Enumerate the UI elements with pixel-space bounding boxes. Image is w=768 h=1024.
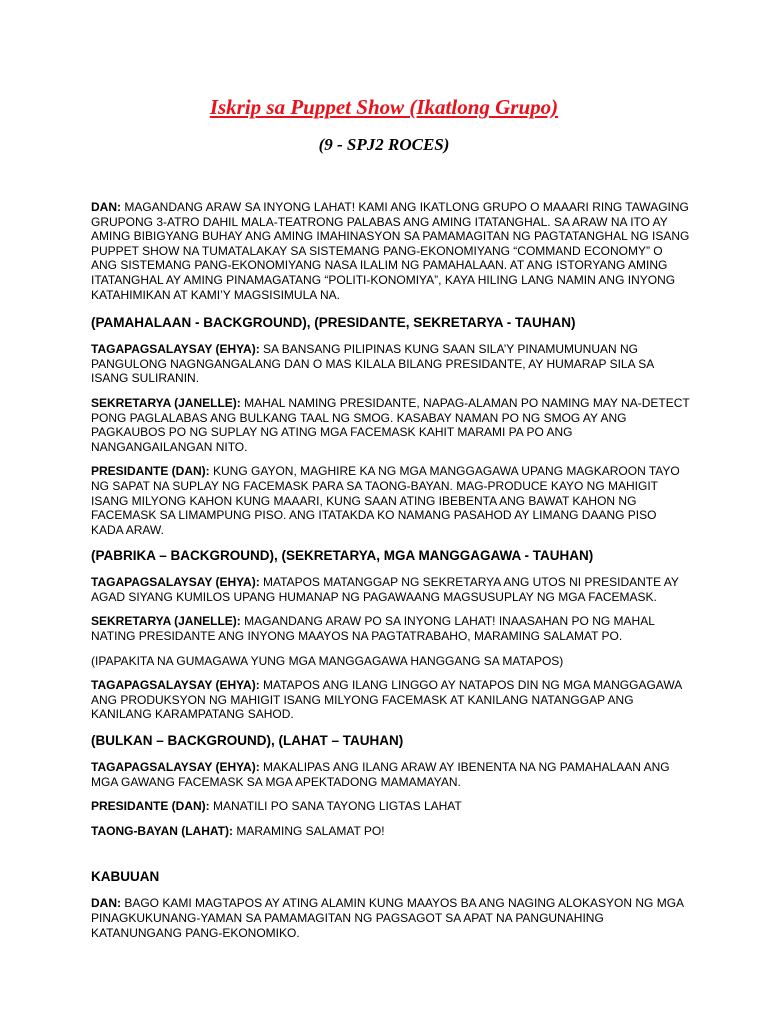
stage-direction-text: (IPAPAKITA NA GUMAGAWA YUNG MGA MANGGAGAWA HANGGANG SA MATAPOS) — [91, 653, 564, 668]
speaker-label: PRESIDANTE (DAN): — [91, 464, 210, 479]
dialogue-line — [91, 614, 691, 643]
speaker-label: DAN: — [91, 200, 121, 214]
dialogue-line — [91, 342, 691, 386]
summary-heading: KABUUAN — [91, 869, 160, 885]
scene-heading-3: (BULKAN – BACKGROUND), (LAHAT – TAUHAN) — [91, 733, 404, 749]
dialogue-line — [91, 464, 691, 537]
speaker-label: TAGAPAGSALAYSAY (EHYA): — [91, 678, 260, 693]
speaker-label: TAGAPAGSALAYSAY (EHYA): — [91, 575, 260, 590]
scene-heading-1: (PAMAHALAAN - BACKGROUND), (PRESIDANTE, SEKRETARYA - TAUHAN) — [91, 315, 576, 331]
dialogue-text: MAGANDANG ARAW PO SA INYONG LAHAT! INAASAHAN PO NG MAHAL NATING PRESIDANTE ANG INYONG MAAYOS NA PAGTATRABAHO, MARAMING SALAMAT PO. — [91, 614, 655, 644]
dialogue-line — [91, 396, 691, 454]
dialogue-text: MATAPOS ANG ILANG LINGGO AY NATAPOS DIN NG MGA MANGGAGAWA ANG PRODUKSYON NG MAHIGIT ISANG MILYONG FACEMASK AT KANILANG NATANGGAP ANG KANILANG KARAMPATANG SAHOD. — [91, 678, 682, 722]
dialogue-text: KUNG GAYON, MAGHIRE KA NG MGA MANGGAGAWA UPANG MAGKAROON TAYO NG SAPAT NA SUPLAY NG FACEMASK PARA SA TAONG-BAYAN. MAG-PRODUCE KAYO NG MAHIGIT ISANG MILYONG KAHON KUNG MAAARI, KUNG SAAN ATING IBEBENTA ANG BAWAT KAHON NG FACEMASK SA LIMAMPUNG PISO. ANG ITATAKDA KO NAMANG PASAHOD AY LIMANG DAANG PISO KADA ARAW. — [91, 464, 680, 537]
dialogue-line — [91, 575, 691, 604]
dialogue-text: BAGO KAMI MAGTAPOS AY ATING ALAMIN KUNG MAAYOS BA ANG NAGING ALOKASYON NG MGA PINAGKUKUNANG-YAMAN SA PAMAMAGITAN NG PAGSAGOT SA APAT NA PANGUNAHING KATANUNGANG PANG-EKONOMIKO. — [91, 896, 684, 940]
dialogue-text: MAKALIPAS ANG ILANG ARAW AY IBENENTA NA NG PAMAHALAAN ANG MGA GAWANG FACEMASK SA MGA APEKTADONG MAMAMAYAN. — [91, 760, 670, 789]
stage-direction — [91, 654, 691, 669]
scene-heading-2: (PABRIKA – BACKGROUND), (SEKRETARYA, MGA MANGGAGAWA - TAUHAN) — [91, 548, 594, 564]
document-subtitle: (9 - SPJ2 ROCES) — [318, 135, 450, 154]
section-spacer — [91, 848, 691, 868]
speaker-label: PRESIDANTE (DAN): — [91, 799, 210, 814]
speaker-label: TAGAPAGSALAYSAY (EHYA): — [91, 760, 260, 775]
document-title: Iskrip sa Puppet Show (Ikatlong Grupo) — [209, 95, 559, 119]
script-body — [91, 200, 691, 950]
summary-paragraph — [91, 896, 691, 940]
dialogue-text: MAHAL NAMING PRESIDANTE, NAPAG-ALAMAN PO NAMING MAY NA-DETECT PONG PAGLALABAS ANG BULKANG TAAL NG SMOG. KASABAY NAMAN PO NG SMOG AY ANG PAGKAUBOS PO NG SUPLAY NG ATING MGA FACEMASK KAHIT MARAMI PA PO ANG NANGANGAILANGAN NITO. — [91, 395, 690, 454]
dialogue-text: MATAPOS MATANGGAP NG SEKRETARYA ANG UTOS NI PRESIDANTE AY AGAD SIYANG KUMILOS UPANG HUMANAP NG PAGAWAANG MAGSUSUPLAY NG MGA FACEMASK. — [91, 575, 679, 604]
speaker-label: SEKRETARYA (JANELLE): — [91, 395, 241, 410]
dialogue-line — [91, 824, 691, 839]
speaker-label: TAONG-BAYAN (LAHAT): — [91, 823, 233, 838]
dialogue-line — [91, 760, 691, 789]
dialogue-text: MANATILI PO SANA TAYONG LIGTAS LAHAT — [209, 799, 462, 814]
dialogue-text: SA BANSANG PILIPINAS KUNG SAAN SILA’Y PINAMUMUNUAN NG PANGULONG NAGNGANGALANG DAN O MAS KILALA BILANG PRESIDANTE, AY HUMARAP SILA SA ISANG SULIRANIN. — [91, 342, 654, 386]
speaker-label: DAN: — [91, 896, 121, 911]
dialogue-line — [91, 799, 691, 814]
dialogue-line — [91, 678, 691, 722]
speaker-label: SEKRETARYA (JANELLE): — [91, 614, 241, 629]
dialogue-text: MAGANDANG ARAW SA INYONG LAHAT! KAMI ANG IKATLONG GRUPO O MAAARI RING TAWAGING GRUPONG 3-ATRO DAHIL MALA-TEATRONG PALABAS ANG AMING ITATANGHAL. SA ARAW NA ITO AY AMING BIBIGYANG BUHAY ANG AMING IMAHINASYON SA PAMAMAGITAN NG PAGTATANGHAL NG ISANG PUPPET SHOW NA TUMATALAKAY SA SISTEMANG PANG-EKONOMIYANG “COMMAND ECONOMY” O ANG SISTEMANG PANG-EKONOMIYANG NASA ILALIM NG PAMAHALAAN. AT ANG ISTORYANG AMING ITATANGHAL AY AMING PINAMAGATANG “POLITI-KONOMIYA”, KAYA HILING LANG NAMIN ANG INYONG KATAHIMIKAN AT KAMI’Y MAGSISIMULA NA. — [91, 200, 690, 302]
dialogue-text: MARAMING SALAMAT PO! — [233, 823, 385, 838]
speaker-label: TAGAPAGSALAYSAY (EHYA): — [91, 342, 260, 357]
intro-paragraph — [91, 200, 691, 302]
